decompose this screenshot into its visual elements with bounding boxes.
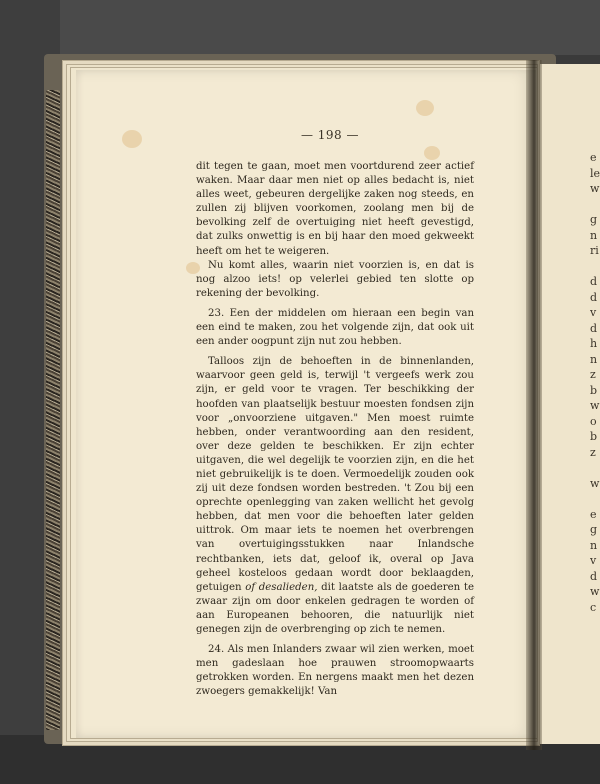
paragraph-text: Talloos zijn de behoeften in de binnenlanden, waarvoor geen geld is, terwijl 't vergeefs werk zou zijn, er geld voor te vragen. Ter beschikking der hoofden van plaatselijk bestuur moesten fondsen zijn voor „onvoorziene uitgaven." Men moest ruimte hebben, onder verantwoording aan den resident, over deze gelden te beschikken. Er zijn echter uitgaven, die wel degelijk te voorzien zijn, en die het niet gebruikelijk is te doen. Vermoedelijk zouden ook zij uit deze fondsen worden bestreden. 't Zou bij een oprechte openlegging van zaken wellicht het gevolg hebben, dat men voor die behoeften later gelden uittrok. Om maar iets te noemen het overbrengen van overtuigingsstukken naar Inlandsche rechtbanken, iets dat, geloof ik, overal op Java geheel kosteloos gedaan wordt door beklaagden, getuigen: [196, 356, 474, 593]
facing-page-text-fragment: e le w g n ri d d v d h n z b w o b z w e g n v d w c: [590, 151, 600, 614]
book-gutter: [526, 60, 542, 750]
foxing-stain: [424, 146, 440, 160]
paragraph-text: dit laatste als de goederen te zwaar zijn om door enkelen gedragen te worden of aan Europeanen behooren, die natuurlijk niet genegen zijn de overbrenging op zich te nemen.: [196, 581, 474, 635]
italic-phrase: of desalieden,: [245, 581, 318, 593]
page-number: — 198 —: [300, 128, 360, 142]
foxing-stain: [122, 130, 142, 148]
background-top: [0, 0, 600, 55]
paragraph: dit tegen te gaan, moet men voortdurend zeer actief waken. Maar daar men niet op alles bedacht is, niet alles weet, gebeuren dergelijke zaken nog steeds, en zullen zij blijven voorkomen, zoolang men bij de bevolking zelf de overtuiging niet heeft gevestigd, dat zulks onwettig is en bij haar den moed gekweekt heeft om het te weigeren.: [196, 161, 474, 257]
paragraph: Nu komt alles, waarin niet voorzien is, en dat is nog alzoo iets! op velerlei gebied ten slotte op rekening der bevolking.: [196, 259, 474, 299]
foxing-stain: [416, 100, 434, 116]
paragraph: 23. Een der middelen om hieraan een begin van een eind te maken, zou het volgende zijn, dat ook uit een ander oogpunt zijn nut zou hebben.: [196, 307, 474, 348]
paragraph: [196, 355, 474, 637]
body-text: [196, 160, 474, 699]
marbled-page-edge: [46, 90, 60, 730]
paragraph: 24. Als men Inlanders zwaar wil zien werken, moet men gadeslaan hoe prauwen stroomopwaarts getrokken worden. En nergens maakt men het dezen zwoegers gemakkelijk! Van: [196, 644, 474, 698]
